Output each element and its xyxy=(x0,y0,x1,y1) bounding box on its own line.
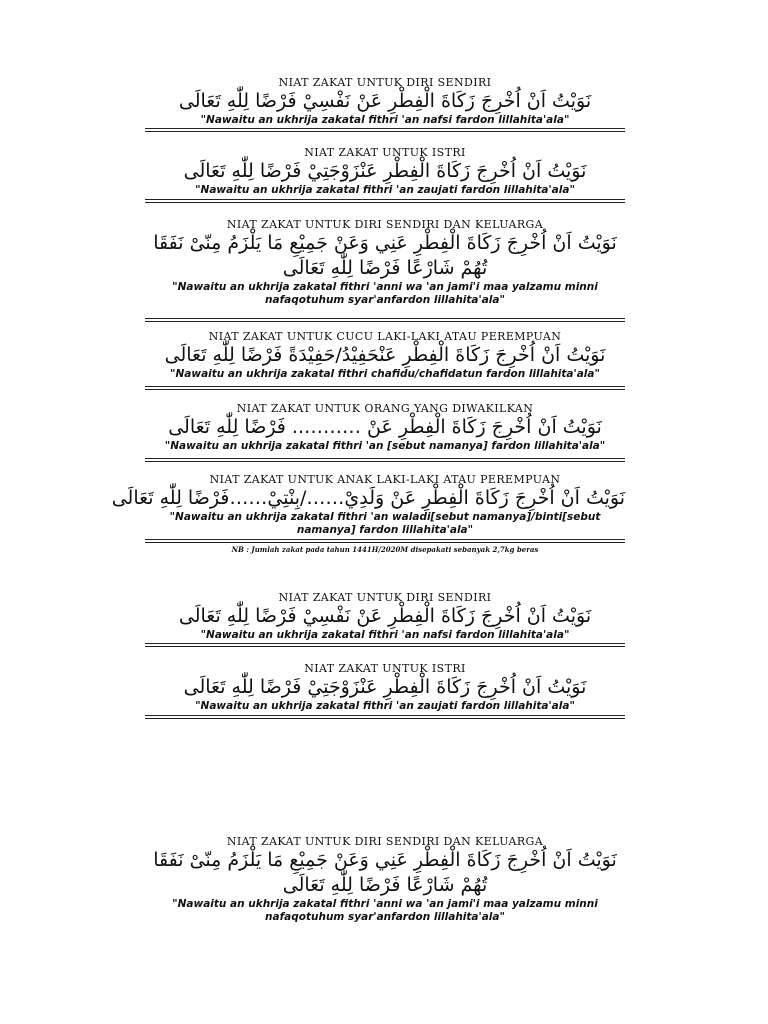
niat-title: NIAT ZAKAT UNTUK DIRI SENDIRI xyxy=(278,76,492,89)
niat-block-keluarga xyxy=(145,218,625,307)
section-divider xyxy=(145,715,625,719)
niat-transliteration: "Nawaitu an ukhrija zakatal fithri 'an zaujati fardon lillahita'ala" xyxy=(195,184,575,196)
niat-transliteration: "Nawaitu an ukhrija zakatal fithri 'an waladi[sebut namanya]/binti[sebut namanya] fardon lillahita'ala" xyxy=(169,511,601,536)
niat-arabic-text: نَوَيْتُ اَنْ اُخْرِجَ زَكَاةَ الْفِطْرِ عَنْ ……….. فَرْضًا لِلّٰهِ تَعَالَى xyxy=(168,416,602,438)
niat-transliteration: "Nawaitu an ukhrija zakatal fithri chafidu/chafidatun fardon lillahita'ala" xyxy=(170,368,600,380)
niat-block-keluarga-repeat xyxy=(145,835,625,924)
niat-arabic-text: نَوَيْتُ اَنْ اُخْرِجَ زَكَاةَ الْفِطْرِ عَنْ نَفْسِيْ فَرْضًا لِلّٰهِ تَعَالَى xyxy=(178,605,592,627)
section-divider xyxy=(145,458,625,462)
section-divider xyxy=(145,199,625,203)
niat-arabic-text: نَوَيْتُ اَنْ اُخْرِجَ زَكَاةَ الْفِطْرِ عَنِي وَعَنْ جَمِيْعِ مَا يَلْزَمُ مِنّىْ نَفَقَا تُهُمْ شَارْعًا فَرْضًا لِلّٰهِ تَعَالَى xyxy=(153,232,617,279)
niat-transliteration: "Nawaitu an ukhrija zakatal fithri 'an nafsi fardon lillahita'ala" xyxy=(200,114,570,126)
niat-block-istri-repeat xyxy=(145,662,625,713)
niat-arabic-text: نَوَيْتُ اَنْ اُخْرِجَ زَكَاةَ الْفِطْرِ عَنْ نَفْسِيْ فَرْضًا لِلّٰهِ تَعَالَى xyxy=(178,90,592,112)
niat-block-diwakilkan xyxy=(145,402,625,453)
niat-title: NIAT ZAKAT UNTUK ORANG YANG DIWAKILKAN xyxy=(236,402,534,415)
section-divider xyxy=(145,386,625,390)
niat-title: NIAT ZAKAT UNTUK ISTRI xyxy=(304,146,466,159)
niat-block-anak xyxy=(111,473,625,537)
niat-arabic-text: نَوَيْتُ اَنْ اُخْرِجَ زَكَاةَ الْفِطْرِ عَنْزَوْجَتِيْ فَرْضًا لِلّٰهِ تَعَالَى xyxy=(183,160,587,182)
niat-transliteration: "Nawaitu an ukhrija zakatal fithri 'an zaujati fardon lillahita'ala" xyxy=(195,700,575,712)
niat-block-diri-sendiri-repeat xyxy=(145,591,625,642)
niat-arabic-text: نَوَيْتُ اَنْ اُخْرِجَ زَكَاةَ الْفِطْرِ عَنْ وَلَدِيْ……/بِنْتِيْ……فَرْضًا لِلّٰهِ تَعَالَى xyxy=(111,487,625,509)
niat-title: NIAT ZAKAT UNTUK DIRI SENDIRI DAN KELUARGA xyxy=(226,835,544,848)
niat-arabic-text: نَوَيْتُ اَنْ اُخْرِجَ زَكَاةَ الْفِطْرِ عَنْزَوْجَتِيْ فَرْضًا لِلّٰهِ تَعَالَى xyxy=(183,676,587,698)
niat-transliteration: "Nawaitu an ukhrija zakatal fithri 'an nafsi fardon lillahita'ala" xyxy=(200,629,570,641)
section-divider xyxy=(145,643,625,647)
section-divider xyxy=(145,318,625,322)
niat-block-diri-sendiri xyxy=(145,76,625,127)
niat-title: NIAT ZAKAT UNTUK ANAK LAKI-LAKI ATAU PEREMPUAN xyxy=(209,473,561,486)
niat-arabic-text: نَوَيْتُ اَنْ اُخْرِجَ زَكَاةَ الْفِطْرِ عَنْحَفِيْدُ/حَفِيْدَةً فَرْضًا لِلّٰهِ تَعَالَى xyxy=(164,344,606,366)
niat-transliteration: "Nawaitu an ukhrija zakatal fithri 'an [sebut namanya] fardon lillahita'ala" xyxy=(164,440,606,452)
zakat-amount-note: NB : Jumlah zakat pada tahun 1441H/2020M disepakati sebanyak 2,7kg beras xyxy=(231,545,539,554)
niat-block-cucu xyxy=(145,330,625,381)
section-divider xyxy=(145,539,625,543)
niat-block-istri xyxy=(145,146,625,197)
niat-title: NIAT ZAKAT UNTUK ISTRI xyxy=(304,662,466,675)
niat-transliteration: "Nawaitu an ukhrija zakatal fithri 'anni wa 'an jami'i maa yalzamu minni nafaqotuhum syar'anfardon lillahita'ala" xyxy=(172,281,598,306)
niat-transliteration: "Nawaitu an ukhrija zakatal fithri 'anni wa 'an jami'i maa yalzamu minni nafaqotuhum syar'anfardon lillahita'ala" xyxy=(172,898,598,923)
niat-title: NIAT ZAKAT UNTUK CUCU LAKI-LAKI ATAU PEREMPUAN xyxy=(208,330,562,343)
section-divider xyxy=(145,128,625,132)
niat-arabic-text: نَوَيْتُ اَنْ اُخْرِجَ زَكَاةَ الْفِطْرِ عَنِي وَعَنْ جَمِيْعِ مَا يَلْزَمُ مِنّىْ نَفَقَا تُهُمْ شَارْعًا فَرْضًا لِلّٰهِ تَعَالَى xyxy=(153,849,617,896)
niat-title: NIAT ZAKAT UNTUK DIRI SENDIRI xyxy=(278,591,492,604)
niat-title: NIAT ZAKAT UNTUK DIRI SENDIRI DAN KELUARGA xyxy=(226,218,544,231)
